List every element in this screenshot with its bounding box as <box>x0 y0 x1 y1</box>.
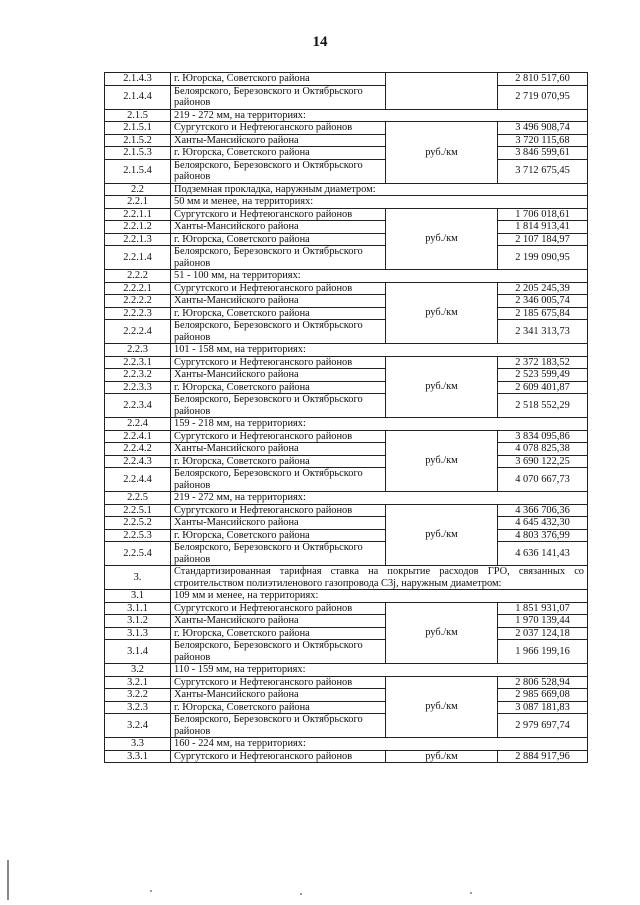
section-row <box>105 590 588 603</box>
unit-cell: руб./км <box>386 356 498 418</box>
row-description: Ханты-Мансийского района <box>171 689 386 702</box>
row-code: 2.2.1.2 <box>105 221 171 234</box>
row-value: 1 814 913,41 <box>498 221 588 234</box>
table-row <box>105 640 588 664</box>
row-description: Ханты-Мансийского района <box>171 221 386 234</box>
row-description: Белоярского, Березовского и Октябрьского районов <box>171 246 386 270</box>
section-row <box>105 344 588 357</box>
section-heading: 160 - 224 мм, на территориях: <box>171 738 588 751</box>
row-value: 1 706 018,61 <box>498 208 588 221</box>
row-code: 2.2.4.1 <box>105 430 171 443</box>
row-code: 3.1.2 <box>105 615 171 628</box>
table-row <box>105 615 588 628</box>
table-row <box>105 689 588 702</box>
unit-cell <box>386 73 498 110</box>
row-value: 2 205 245,39 <box>498 282 588 295</box>
row-description: Сургутского и Нефтеюганского районов <box>171 676 386 689</box>
table-row <box>105 85 588 109</box>
row-value: 4 803 376,99 <box>498 529 588 542</box>
row-value: 3 720 115,68 <box>498 134 588 147</box>
row-description: Белоярского, Березовского и Октябрьского районов <box>171 468 386 492</box>
table-row <box>105 73 588 86</box>
row-value: 2 884 917,96 <box>498 750 588 763</box>
table-row <box>105 602 588 615</box>
row-value: 1 851 931,07 <box>498 602 588 615</box>
section-row <box>105 270 588 283</box>
row-code: 3.2.4 <box>105 714 171 738</box>
row-value: 2 199 090,95 <box>498 246 588 270</box>
table-row <box>105 159 588 183</box>
table-row <box>105 430 588 443</box>
row-value: 2 037 124,18 <box>498 627 588 640</box>
row-code: 3.1.3 <box>105 627 171 640</box>
table-row <box>105 542 588 566</box>
row-code: 2.2.2.2 <box>105 295 171 308</box>
row-value: 3 087 181,83 <box>498 701 588 714</box>
row-value: 3 496 908,74 <box>498 122 588 135</box>
row-value: 2 979 697,74 <box>498 714 588 738</box>
row-code: 2.2.5.2 <box>105 517 171 530</box>
table-row <box>105 134 588 147</box>
row-description: Ханты-Мансийского района <box>171 134 386 147</box>
row-description: г. Югорска, Советского района <box>171 455 386 468</box>
table-row <box>105 529 588 542</box>
row-value: 1 966 199,16 <box>498 640 588 664</box>
row-value: 2 107 184,97 <box>498 233 588 246</box>
table-row <box>105 307 588 320</box>
table-row <box>105 504 588 517</box>
table-row <box>105 627 588 640</box>
row-description: Белоярского, Березовского и Октябрьского районов <box>171 542 386 566</box>
row-code: 3.1.1 <box>105 602 171 615</box>
unit-cell: руб./км <box>386 122 498 184</box>
row-code: 2.1.5.3 <box>105 147 171 160</box>
row-description: Белоярского, Березовского и Октябрьского районов <box>171 159 386 183</box>
row-code: 2.2.3 <box>105 344 171 357</box>
row-description: Сургутского и Нефтеюганского районов <box>171 504 386 517</box>
row-value: 4 636 141,43 <box>498 542 588 566</box>
page-number: 14 <box>312 34 328 50</box>
unit-cell: руб./км <box>386 430 498 492</box>
row-value: 2 518 552,29 <box>498 394 588 418</box>
section-heading: 101 - 158 мм, на территориях: <box>171 344 588 357</box>
row-value: 2 609 401,87 <box>498 381 588 394</box>
row-description: г. Югорска, Советского района <box>171 147 386 160</box>
row-code: 2.2 <box>105 183 171 196</box>
table-row <box>105 676 588 689</box>
row-description: г. Югорска, Советского района <box>171 381 386 394</box>
section-row <box>105 492 588 505</box>
row-code: 2.2.5.4 <box>105 542 171 566</box>
row-description: Ханты-Мансийского района <box>171 615 386 628</box>
row-description: г. Югорска, Советского района <box>171 529 386 542</box>
table-row <box>105 282 588 295</box>
row-code: 2.1.5.2 <box>105 134 171 147</box>
row-description: Сургутского и Нефтеюганского районов <box>171 208 386 221</box>
row-code: 2.2.1 <box>105 196 171 209</box>
section-row <box>105 566 588 590</box>
row-code: 2.2.4.2 <box>105 443 171 456</box>
row-code: 2.2.1.4 <box>105 246 171 270</box>
row-value: 2 185 675,84 <box>498 307 588 320</box>
section-heading: 219 - 272 мм, на территориях: <box>171 492 588 505</box>
row-description: г. Югорска, Советского района <box>171 73 386 86</box>
section-heading: 51 - 100 мм, на территориях: <box>171 270 588 283</box>
section-row <box>105 738 588 751</box>
row-description: Сургутского и Нефтеюганского районов <box>171 430 386 443</box>
section-row <box>105 664 588 677</box>
row-code: 2.2.2.1 <box>105 282 171 295</box>
unit-cell: руб./км <box>386 750 498 763</box>
row-description: Ханты-Мансийского района <box>171 369 386 382</box>
section-heading: 159 - 218 мм, на территориях: <box>171 418 588 431</box>
table-row <box>105 381 588 394</box>
table-row <box>105 356 588 369</box>
row-value: 2 985 669,08 <box>498 689 588 702</box>
table-row <box>105 295 588 308</box>
row-description: г. Югорска, Советского района <box>171 701 386 714</box>
table-row <box>105 369 588 382</box>
section-row <box>105 196 588 209</box>
row-description: г. Югорска, Советского района <box>171 307 386 320</box>
row-description: Сургутского и Нефтеюганского районов <box>171 602 386 615</box>
row-value: 4 645 432,30 <box>498 517 588 530</box>
row-value: 2 806 528,94 <box>498 676 588 689</box>
row-value: 4 070 667,73 <box>498 468 588 492</box>
row-code: 2.2.5.3 <box>105 529 171 542</box>
row-code: 2.1.4.3 <box>105 73 171 86</box>
row-description: Белоярского, Березовского и Октябрьского районов <box>171 85 386 109</box>
row-code: 2.2.5.1 <box>105 504 171 517</box>
row-value: 2 719 070,95 <box>498 85 588 109</box>
row-code: 2.1.5 <box>105 109 171 122</box>
table-row <box>105 122 588 135</box>
row-value: 3 834 095,86 <box>498 430 588 443</box>
row-description: Белоярского, Березовского и Октябрьского районов <box>171 320 386 344</box>
row-code: 2.2.2.3 <box>105 307 171 320</box>
row-value: 4 078 825,38 <box>498 443 588 456</box>
row-value: 4 366 706,36 <box>498 504 588 517</box>
row-code: 3.2.1 <box>105 676 171 689</box>
row-description: Сургутского и Нефтеюганского районов <box>171 750 386 763</box>
row-code: 2.2.3.3 <box>105 381 171 394</box>
row-code: 2.2.2.4 <box>105 320 171 344</box>
row-description: Белоярского, Березовского и Октябрьского районов <box>171 714 386 738</box>
section-heading: 109 мм и менее, на территориях: <box>171 590 588 603</box>
row-description: г. Югорска, Советского района <box>171 627 386 640</box>
table-row <box>105 233 588 246</box>
row-code: 2.2.4.4 <box>105 468 171 492</box>
section-heading: Стандартизированная тарифная ставка на покрытие расходов ГРО, связанных со строительством полиэтиленового газопровода C3j, наружным диаметром: <box>171 566 588 590</box>
row-code: 2.2.1.3 <box>105 233 171 246</box>
row-description: Белоярского, Березовского и Октябрьского районов <box>171 640 386 664</box>
section-heading: 219 - 272 мм, на территориях: <box>171 109 588 122</box>
row-description: Белоярского, Березовского и Октябрьского районов <box>171 394 386 418</box>
row-code: 2.1.4.4 <box>105 85 171 109</box>
row-value: 2 341 313,73 <box>498 320 588 344</box>
section-row <box>105 183 588 196</box>
section-heading: 50 мм и менее, на территориях: <box>171 196 588 209</box>
row-value: 3 846 599,61 <box>498 147 588 160</box>
row-code: 2.2.3.1 <box>105 356 171 369</box>
row-code: 3.2.2 <box>105 689 171 702</box>
row-code: 3.1.4 <box>105 640 171 664</box>
row-code: 2.2.4 <box>105 418 171 431</box>
row-description: Ханты-Мансийского района <box>171 517 386 530</box>
row-code: 2.1.5.4 <box>105 159 171 183</box>
row-value: 2 810 517,60 <box>498 73 588 86</box>
table-row <box>105 455 588 468</box>
row-value: 2 372 183,52 <box>498 356 588 369</box>
table-row <box>105 246 588 270</box>
table-row <box>105 443 588 456</box>
table-row <box>105 750 588 763</box>
section-heading: Подземная прокладка, наружным диаметром: <box>171 183 588 196</box>
unit-cell: руб./км <box>386 282 498 344</box>
table-row <box>105 394 588 418</box>
table-row <box>105 714 588 738</box>
row-code: 2.2.3.2 <box>105 369 171 382</box>
table-row <box>105 147 588 160</box>
row-code: 3.1 <box>105 590 171 603</box>
row-code: 3. <box>105 566 171 590</box>
row-code: 2.2.3.4 <box>105 394 171 418</box>
table-row <box>105 468 588 492</box>
row-value: 3 690 122,25 <box>498 455 588 468</box>
table-row <box>105 320 588 344</box>
row-code: 3.2.3 <box>105 701 171 714</box>
unit-cell: руб./км <box>386 504 498 566</box>
row-value: 3 712 675,45 <box>498 159 588 183</box>
section-heading: 110 - 159 мм, на территориях: <box>171 664 588 677</box>
row-description: Сургутского и Нефтеюганского районов <box>171 356 386 369</box>
row-code: 3.3 <box>105 738 171 751</box>
row-description: Ханты-Мансийского района <box>171 443 386 456</box>
row-description: Сургутского и Нефтеюганского районов <box>171 282 386 295</box>
table-row <box>105 221 588 234</box>
tariff-table <box>104 72 588 763</box>
row-code: 2.1.5.1 <box>105 122 171 135</box>
unit-cell: руб./км <box>386 676 498 738</box>
row-code: 3.3.1 <box>105 750 171 763</box>
unit-cell: руб./км <box>386 602 498 664</box>
row-value: 1 970 139,44 <box>498 615 588 628</box>
row-code: 2.2.5 <box>105 492 171 505</box>
row-value: 2 523 599,49 <box>498 369 588 382</box>
row-description: Ханты-Мансийского района <box>171 295 386 308</box>
unit-cell: руб./км <box>386 208 498 270</box>
row-description: Сургутского и Нефтеюганского районов <box>171 122 386 135</box>
row-description: г. Югорска, Советского района <box>171 233 386 246</box>
section-row <box>105 418 588 431</box>
row-code: 2.2.4.3 <box>105 455 171 468</box>
table-row <box>105 701 588 714</box>
table-row <box>105 208 588 221</box>
row-code: 3.2 <box>105 664 171 677</box>
table-row <box>105 517 588 530</box>
row-value: 2 346 005,74 <box>498 295 588 308</box>
row-code: 2.2.1.1 <box>105 208 171 221</box>
section-row <box>105 109 588 122</box>
row-code: 2.2.2 <box>105 270 171 283</box>
